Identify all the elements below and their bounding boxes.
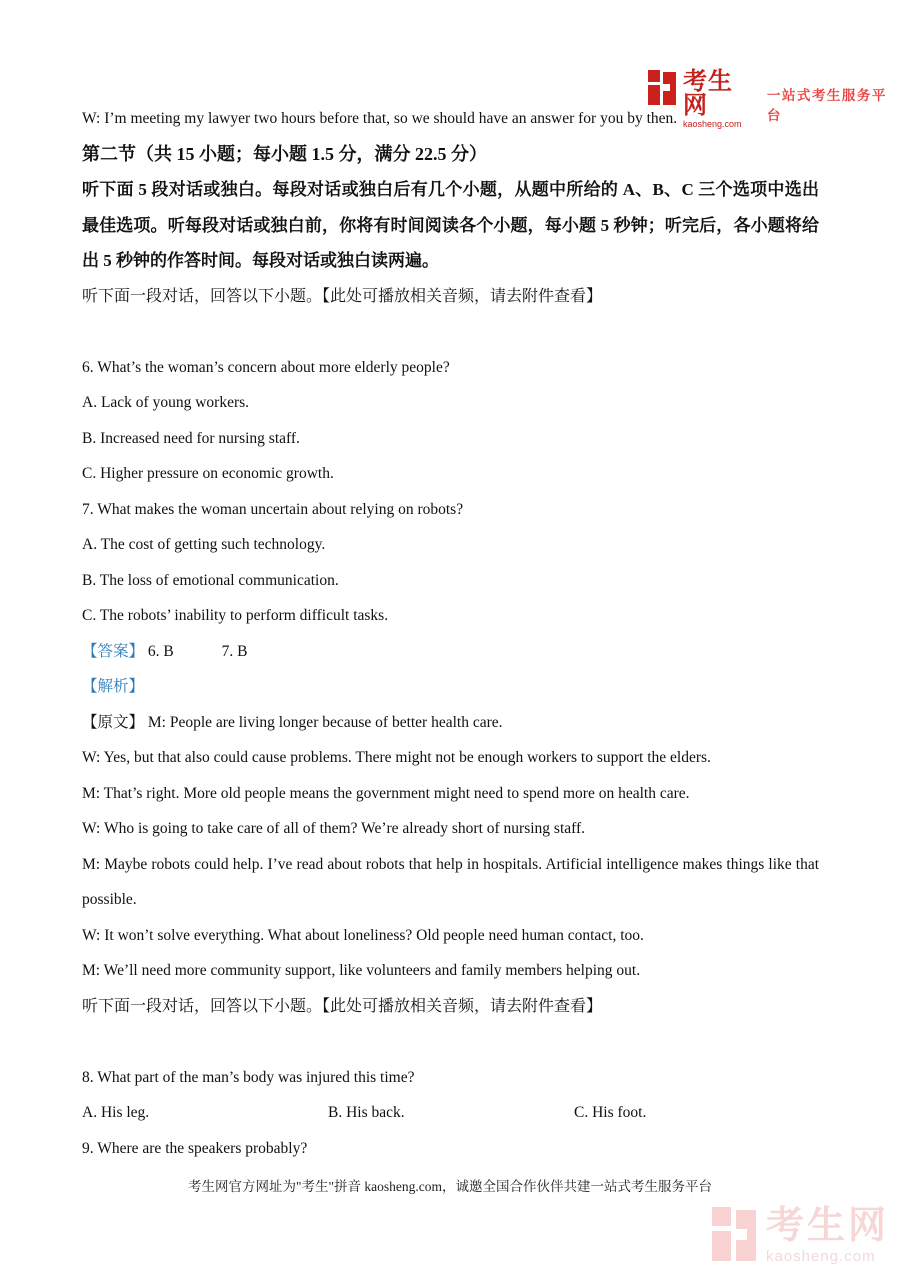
blank-line	[82, 314, 819, 350]
transcript-line-0	[82, 705, 819, 741]
brand-domain: kaosheng.com	[683, 119, 742, 129]
kaosheng-watermark-icon	[712, 1207, 758, 1262]
section-instructions: 听下面 5 段对话或独白。每段对话或独白后有几个小题，从题中所给的 A、B、C 三个选项中选出最佳选项。听每段对话或独白前，你将有时间阅读各个小题，每小题 5 秒钟；听完后，各小题将给出 5 秒钟的作答时间。每段对话或独白读两遍。	[82, 180, 819, 270]
question-7-option-c: C. The robots’ inability to perform difficult tasks.	[82, 607, 389, 624]
transcript-text-0: M: People are living longer because of better health care.	[147, 713, 503, 731]
question-8-option-b: B. His back.	[328, 1104, 405, 1121]
question-7: 7. What makes the woman uncertain about relying on robots?	[82, 500, 464, 518]
question-6-option-a: A. Lack of young workers.	[82, 394, 250, 411]
question-6: 6. What’s the woman’s concern about more elderly people?	[82, 358, 450, 376]
question-8-option-a: A. His leg.	[82, 1104, 150, 1121]
watermark-text-block	[766, 1207, 889, 1264]
question-7-option-a: A. The cost of getting such technology.	[82, 536, 326, 553]
watermark-brand-domain: kaosheng.com	[766, 1248, 876, 1265]
footer-text: 考生网官方网址为"考生"拼音 kaosheng.com，诚邀全国合作伙伴共建一站式考生服务平台	[187, 1179, 712, 1194]
transcript-line-5: W: It won’t solve everything. What about loneliness? Old people need human contact, too.	[82, 926, 644, 944]
answer-label: 【答案】	[82, 642, 145, 660]
question-6-option-c: C. Higher pressure on economic growth.	[82, 465, 334, 482]
answer-7: 7. B	[221, 642, 248, 660]
listen-prompt-1: 听下面一段对话，回答以下小题。【此处可播放相关音频，请去附件查看】	[82, 287, 603, 305]
source-label: 【原文】	[82, 713, 145, 731]
transcript-line-6: M: We’ll need more community support, like volunteers and family members helping out.	[82, 962, 641, 979]
question-8: 8. What part of the man’s body was injured this time?	[82, 1068, 415, 1086]
watermark-brand-name: 考生网	[766, 1205, 890, 1247]
blank-line	[82, 1024, 819, 1060]
answer-6: 6. B	[147, 642, 174, 660]
question-9: 9. Where are the speakers probably?	[82, 1139, 308, 1157]
brand-tagline: 一站式考生服务平台	[766, 88, 887, 123]
brand-name: 考生网	[683, 68, 733, 119]
document-body	[82, 101, 819, 1166]
question-7-option-b: B. The loss of emotional communication.	[82, 571, 339, 589]
analysis-label: 【解析】	[82, 678, 145, 695]
transcript-line-3: W: Who is going to take care of all of them? We’re already short of nursing staff.	[82, 820, 586, 837]
section-heading: 第二节（共 15 小题；每小题 1.5 分，满分 22.5 分）	[82, 143, 487, 164]
analysis-line	[82, 669, 819, 705]
transcript-line-1: W: Yes, but that also could cause problems. There might not be enough workers to support the elders.	[82, 749, 711, 766]
question-8-options-row	[82, 1095, 819, 1131]
dialogue-line-w: W: I’m meeting my lawyer two hours before that, so we should have an answer for you by then.	[82, 110, 678, 127]
kaosheng-logo-icon	[648, 70, 678, 105]
transcript-line-4: M: Maybe robots could help. I’ve read about robots that help in hospitals. Artificial intelligence makes things like that possible.	[82, 855, 819, 908]
question-8-option-c: C. His foot.	[574, 1104, 647, 1121]
answer-line	[82, 634, 819, 670]
watermark-logo	[712, 1207, 889, 1264]
listen-prompt-2: 听下面一段对话，回答以下小题。【此处可播放相关音频，请去附件查看】	[82, 997, 603, 1015]
transcript-line-2: M: That’s right. More old people means the government might need to spend more on health care.	[82, 784, 690, 802]
question-6-option-b: B. Increased need for nursing staff.	[82, 429, 300, 447]
